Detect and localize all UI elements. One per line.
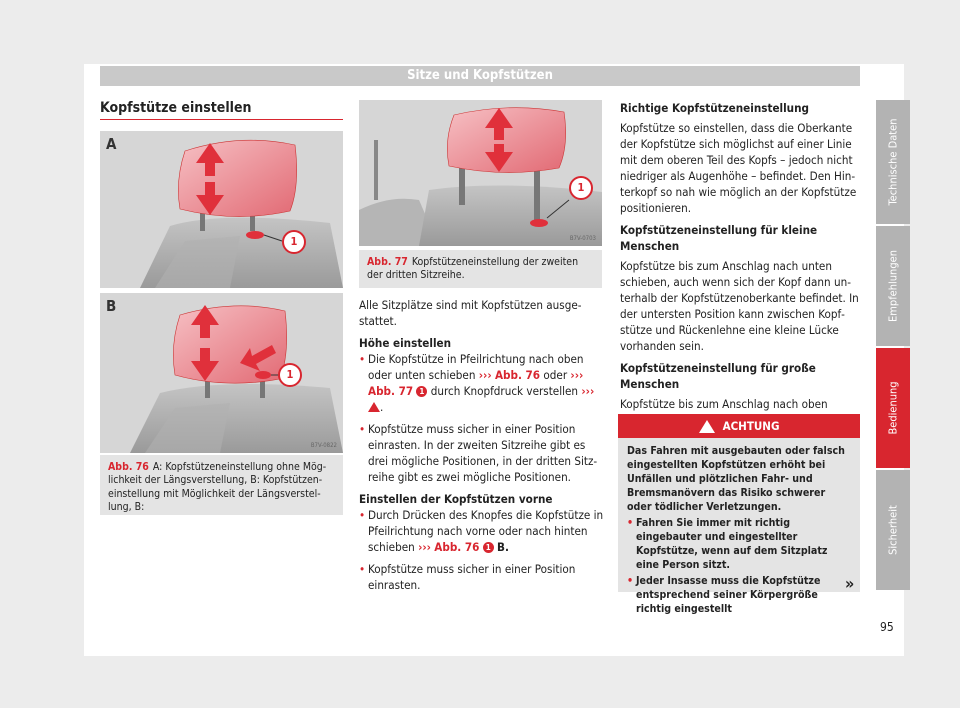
paragraph-tall: Kopfstütze bis zum Anschlag nach oben xyxy=(620,397,828,411)
section-title: Kopfstütze einstellen xyxy=(100,100,252,116)
figure-76-panel-b xyxy=(100,293,343,453)
panel-letter-a: A xyxy=(106,135,117,153)
paragraph-small: Kopfstütze bis zum Anschlag nach unten schieben, auch wenn sich der Kopf dann unterhalb der Kopfstützenoberkante befindet. In der untersten Position kann zwischen Kopfstütze und Rückenlehne eine kleine Lücke vorhanden sein. xyxy=(620,259,859,353)
figure-77-caption xyxy=(359,250,602,288)
figure-code: B7V-0822 xyxy=(310,442,337,449)
warning-title: ACHTUNG xyxy=(722,419,780,433)
callout-ref-1: 1 xyxy=(483,542,494,553)
warning-bullet-2: • Jeder Insasse muss die Kopfstütze entsprechend seiner Körpergröße richtig eingestellt xyxy=(627,574,851,616)
continue-arrow-icon: » xyxy=(845,574,855,593)
callout-1-a: 1 xyxy=(282,230,306,254)
warning-text: Das Fahren mit ausgebauten oder falsch eingestellten Kopfstützen erhöht bei Unfällen und plötzlichen Fahr- und Bremsmanövern das Risiko schwerer oder tödlicher Verletzungen. xyxy=(627,445,845,513)
warning-bullet-1: • Fahren Sie immer mit richtig eingebauter und eingestellter Kopfstütze, wenn auf dem Sitzplatz eine Person sitzt. xyxy=(627,516,851,572)
ref-arrow: ››› xyxy=(418,540,431,554)
caption-text: Kopfstützeneinstellung der zweiten der dritten Sitzreihe. xyxy=(367,256,579,282)
heading-small: Kopfstützeneinstellung für kleine Menschen xyxy=(620,223,818,253)
heading-height: Höhe einstellen xyxy=(359,336,452,350)
ref-arrow: ››› xyxy=(581,384,595,398)
ref-arrow: ››› xyxy=(570,368,584,382)
figure-code: B7V-0703 xyxy=(569,235,596,242)
warning-icon xyxy=(368,402,380,412)
warning-box xyxy=(618,414,860,615)
warning-header xyxy=(618,414,860,438)
bullet-text: Die Kopfstütze in Pfeilrichtung nach oben oder unten schieben xyxy=(368,352,584,382)
headrest-illustration-77 xyxy=(359,100,602,246)
panel-letter-b: B xyxy=(106,297,117,315)
caption-label: Abb. 76 xyxy=(108,461,149,473)
tab-label: Empfehlungen xyxy=(886,250,900,322)
tab-empfehlungen[interactable] xyxy=(876,226,910,346)
text-column-3 xyxy=(620,100,860,434)
tab-label: Sicherheit xyxy=(886,505,900,555)
warning-triangle-icon xyxy=(699,420,715,433)
headrest-illustration-a xyxy=(100,131,343,288)
callout-ref-1: 1 xyxy=(416,386,427,397)
ref-abb-76[interactable]: Abb. 76 xyxy=(494,368,541,382)
caption-label: Abb. 77 xyxy=(367,256,408,268)
bullet-engage-front: • Kopfstütze muss sicher in einer Position einrasten. xyxy=(359,561,604,593)
tab-bedienung[interactable] xyxy=(876,348,910,468)
tab-label: Bedienung xyxy=(886,381,900,435)
page-number: 95 xyxy=(880,620,894,634)
intro-paragraph: Alle Sitzplätze sind mit Kopfstützen ausgestattet. xyxy=(359,298,582,328)
bullet-adjust: • Die Kopfstütze in Pfeilrichtung nach oben oder unten schieben ››› Abb. 76 oder ››› Abb. 77 1 durch Knopfdruck verstellen ››› . xyxy=(359,351,604,415)
title-rule xyxy=(100,119,343,120)
figure-76-panel-a xyxy=(100,131,343,288)
ref-abb-77[interactable]: Abb. 77 xyxy=(368,384,414,398)
bullet-press xyxy=(359,507,604,555)
caption-text: A: Kopfstützeneinstellung ohne Möglichkeit der Längsverstellung, B: Kopfstützeneinstellung mit Möglichkeit der Längsverstellung, B: xyxy=(108,461,327,514)
text-column-2 xyxy=(359,297,604,599)
figure-77 xyxy=(359,100,602,246)
bullet-text: B. xyxy=(497,540,509,554)
callout-1-77: 1 xyxy=(569,176,593,200)
paragraph-correct: Kopfstütze so einstellen, dass die Oberkante der Kopfstütze sich möglichst auf einer Linie mit dem oberen Teil des Kopfs – jedoch nicht niedriger als Augenhöhe – befindet. Den Hinterkopf so nah wie möglich an der Kopfstütze positionieren. xyxy=(620,121,857,215)
tab-label: Technische Daten xyxy=(886,118,900,206)
tab-sicherheit[interactable] xyxy=(876,470,910,590)
headrest-illustration-b xyxy=(100,293,343,453)
bullet-text: durch Knopfdruck verstellen xyxy=(430,384,579,398)
bullet-text-or: oder xyxy=(543,368,568,382)
heading-front: Einstellen der Kopfstützen vorne xyxy=(359,492,553,506)
ref-arrow: ››› xyxy=(478,368,492,382)
figure-76-caption xyxy=(100,455,343,515)
warning-body xyxy=(618,438,860,624)
bullet-text: Durch Drücken des Knopfes die Kopfstütze in Pfeilrichtung nach vorne oder nach hinten schieben xyxy=(368,508,604,554)
heading-tall: Kopfstützeneinstellung für große Menschen xyxy=(620,361,816,391)
callout-1-b: 1 xyxy=(278,363,302,387)
chapter-header: Sitze und Kopfstützen xyxy=(100,66,860,86)
bullet-engage: • Kopfstütze muss sicher in einer Position einrasten. In der zweiten Sitzreihe gibt es drei mögliche Positionen, in der dritten Sitzreihe gibt es zwei mögliche Positionen. xyxy=(359,421,604,485)
tab-technische-daten[interactable] xyxy=(876,100,910,224)
heading-correct: Richtige Kopfstützeneinstellung xyxy=(620,101,809,115)
ref-abb-76[interactable]: Abb. 76 xyxy=(434,540,480,554)
